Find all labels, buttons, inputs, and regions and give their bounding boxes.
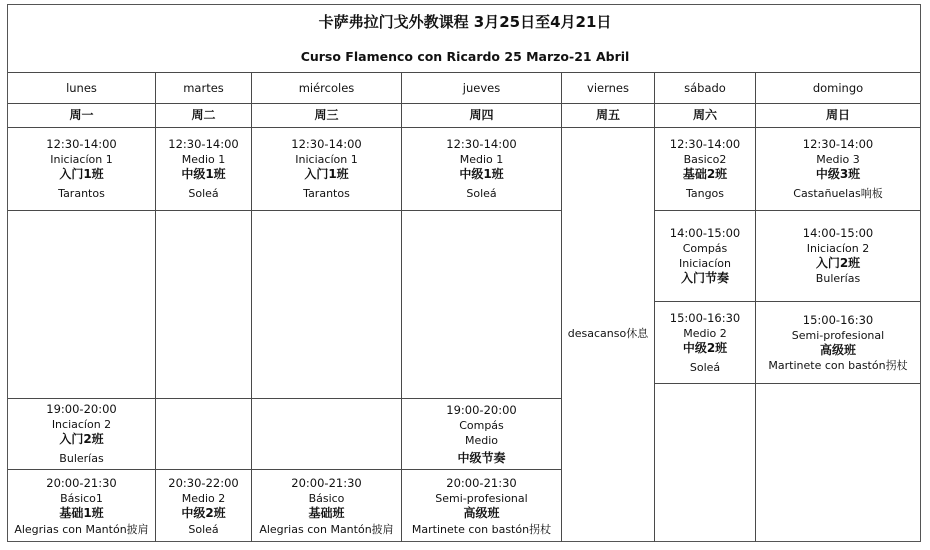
class-time: 20:00-21:30 (46, 475, 117, 490)
rest-day-cell (562, 128, 654, 542)
class-style: Bulerías (59, 452, 104, 465)
class-cell-saturday-3 (655, 302, 755, 383)
class-name-cn: 中级节奏 (457, 450, 506, 465)
class-cell-wednesday-5 (252, 470, 401, 542)
class-level: Semi-profesional (435, 491, 528, 505)
class-name-cn: 高级班 (463, 505, 500, 520)
class-time: 20:00-21:30 (291, 475, 362, 490)
day-header-es: martes (183, 80, 224, 95)
class-name-cn: 中级1班 (459, 167, 504, 181)
class-style: Martinete con bastón拐杖 (411, 522, 552, 536)
title-spanish: Curso Flamenco con Ricardo 25 Marzo-21 Abril (300, 49, 630, 64)
class-level: Iniciacíon 2 (806, 242, 870, 255)
class-time: 12:30-14:00 (802, 137, 874, 151)
class-cell-thursday-1 (402, 128, 561, 210)
class-time: 14:00-15:00 (802, 226, 874, 240)
schedule-table (7, 4, 921, 542)
class-name-cn: 中级1班 (181, 167, 226, 181)
class-level: Medio 3 (816, 153, 860, 166)
day-header-cn: 周六 (692, 108, 717, 122)
divider (654, 383, 920, 384)
class-style: Soleá (466, 187, 497, 200)
day-header-es: miércoles (298, 80, 355, 95)
day-header-cn: 周三 (314, 108, 339, 122)
day-header-cn: 周二 (191, 108, 216, 122)
class-style: Tarantos (58, 187, 105, 200)
class-cell-monday-5 (8, 470, 155, 542)
class-style: Soleá (188, 187, 219, 200)
class-cell-sunday-1 (756, 128, 920, 210)
day-header-es: sábado (684, 80, 726, 95)
class-time: 15:00-16:30 (802, 312, 874, 327)
class-level: Inciacíon 2 (51, 418, 112, 431)
class-level: Iniciacíon 1 (295, 153, 358, 166)
class-level: Medio (464, 433, 499, 447)
class-level: Iniciacíon (679, 257, 731, 270)
class-name-cn: 中级2班 (682, 340, 728, 355)
class-time: 12:30-14:00 (168, 137, 239, 151)
class-style: Castañuelas响板 (793, 187, 883, 200)
day-header-es: viernes (587, 80, 629, 95)
class-time: 20:00-21:30 (446, 475, 517, 490)
class-cell-monday-1 (8, 128, 155, 210)
class-name-cn: 入门节奏 (680, 271, 729, 285)
class-level: Básico (308, 491, 345, 505)
class-name-cn: 入门2班 (815, 256, 861, 270)
class-name-cn: 中级3班 (815, 167, 861, 181)
class-name-cn: 基础2班 (682, 167, 728, 181)
class-name-cn: 入门1班 (59, 167, 104, 181)
class-level: Medio 1 (459, 153, 504, 166)
class-cell-wednesday-1 (252, 128, 401, 210)
class-name-cn: 中级2班 (181, 505, 226, 520)
class-cell-thursday-5 (402, 470, 561, 542)
class-time: 14:00-15:00 (669, 226, 741, 240)
divider (8, 210, 561, 211)
class-cell-tuesday-5 (156, 470, 251, 542)
class-style: Tangos (685, 187, 725, 200)
class-cell-saturday-2 (655, 211, 755, 301)
class-cell-sunday-2 (756, 211, 920, 301)
class-time: 20:30-22:00 (168, 475, 239, 490)
class-level: Semi-profesional (791, 328, 885, 342)
class-style: Alegrias con Mantón披肩 (14, 522, 149, 536)
day-header-cn: 周四 (469, 108, 494, 122)
class-cell-tuesday-1 (156, 128, 251, 210)
class-cell-thursday-4 (402, 399, 561, 469)
class-style: Bulerías (815, 272, 861, 285)
class-level: Compás (682, 242, 728, 255)
class-name-cn: 高级班 (819, 342, 856, 357)
class-level: Basico2 (683, 153, 727, 166)
class-time: 19:00-20:00 (446, 402, 517, 417)
class-style: Martinete con bastón拐杖 (768, 358, 908, 372)
class-level: Medio 2 (683, 326, 727, 340)
class-style: Soleá (188, 522, 219, 536)
class-name-cn: 入门1班 (304, 167, 349, 181)
class-level: Compás (459, 418, 504, 432)
class-cell-sunday-3 (756, 302, 920, 383)
class-time: 12:30-14:00 (46, 137, 117, 151)
rest-label: desacanso休息 (567, 326, 649, 340)
class-cell-saturday-1 (655, 128, 755, 210)
day-header-es: lunes (66, 80, 97, 95)
class-level: Medio 2 (181, 491, 226, 505)
class-level: Básico1 (60, 491, 103, 505)
day-header-cn: 周一 (69, 108, 94, 122)
day-header-cn: 周五 (595, 108, 620, 122)
class-style: Tarantos (303, 187, 350, 200)
day-header-cn: 周日 (825, 108, 850, 122)
title-chinese: 卡萨弗拉门戈外教课程 3月25日至4月21日 (318, 13, 612, 31)
class-name-cn: 基础班 (308, 505, 345, 520)
class-time: 15:00-16:30 (669, 310, 741, 325)
class-time: 19:00-20:00 (46, 402, 117, 416)
class-time: 12:30-14:00 (669, 137, 741, 151)
class-name-cn: 基础1班 (59, 505, 104, 520)
class-name-cn: 入门2班 (59, 432, 104, 446)
class-level: Medio 1 (181, 153, 226, 166)
day-header-es: jueves (462, 80, 501, 95)
class-cell-monday-4 (8, 399, 155, 469)
day-header-es: domingo (812, 80, 864, 95)
class-time: 12:30-14:00 (291, 137, 362, 151)
class-style: Alegrias con Mantón披肩 (259, 522, 394, 536)
class-style: Soleá (689, 360, 721, 374)
class-level: Iniciacíon 1 (50, 153, 113, 166)
class-time: 12:30-14:00 (446, 137, 517, 151)
